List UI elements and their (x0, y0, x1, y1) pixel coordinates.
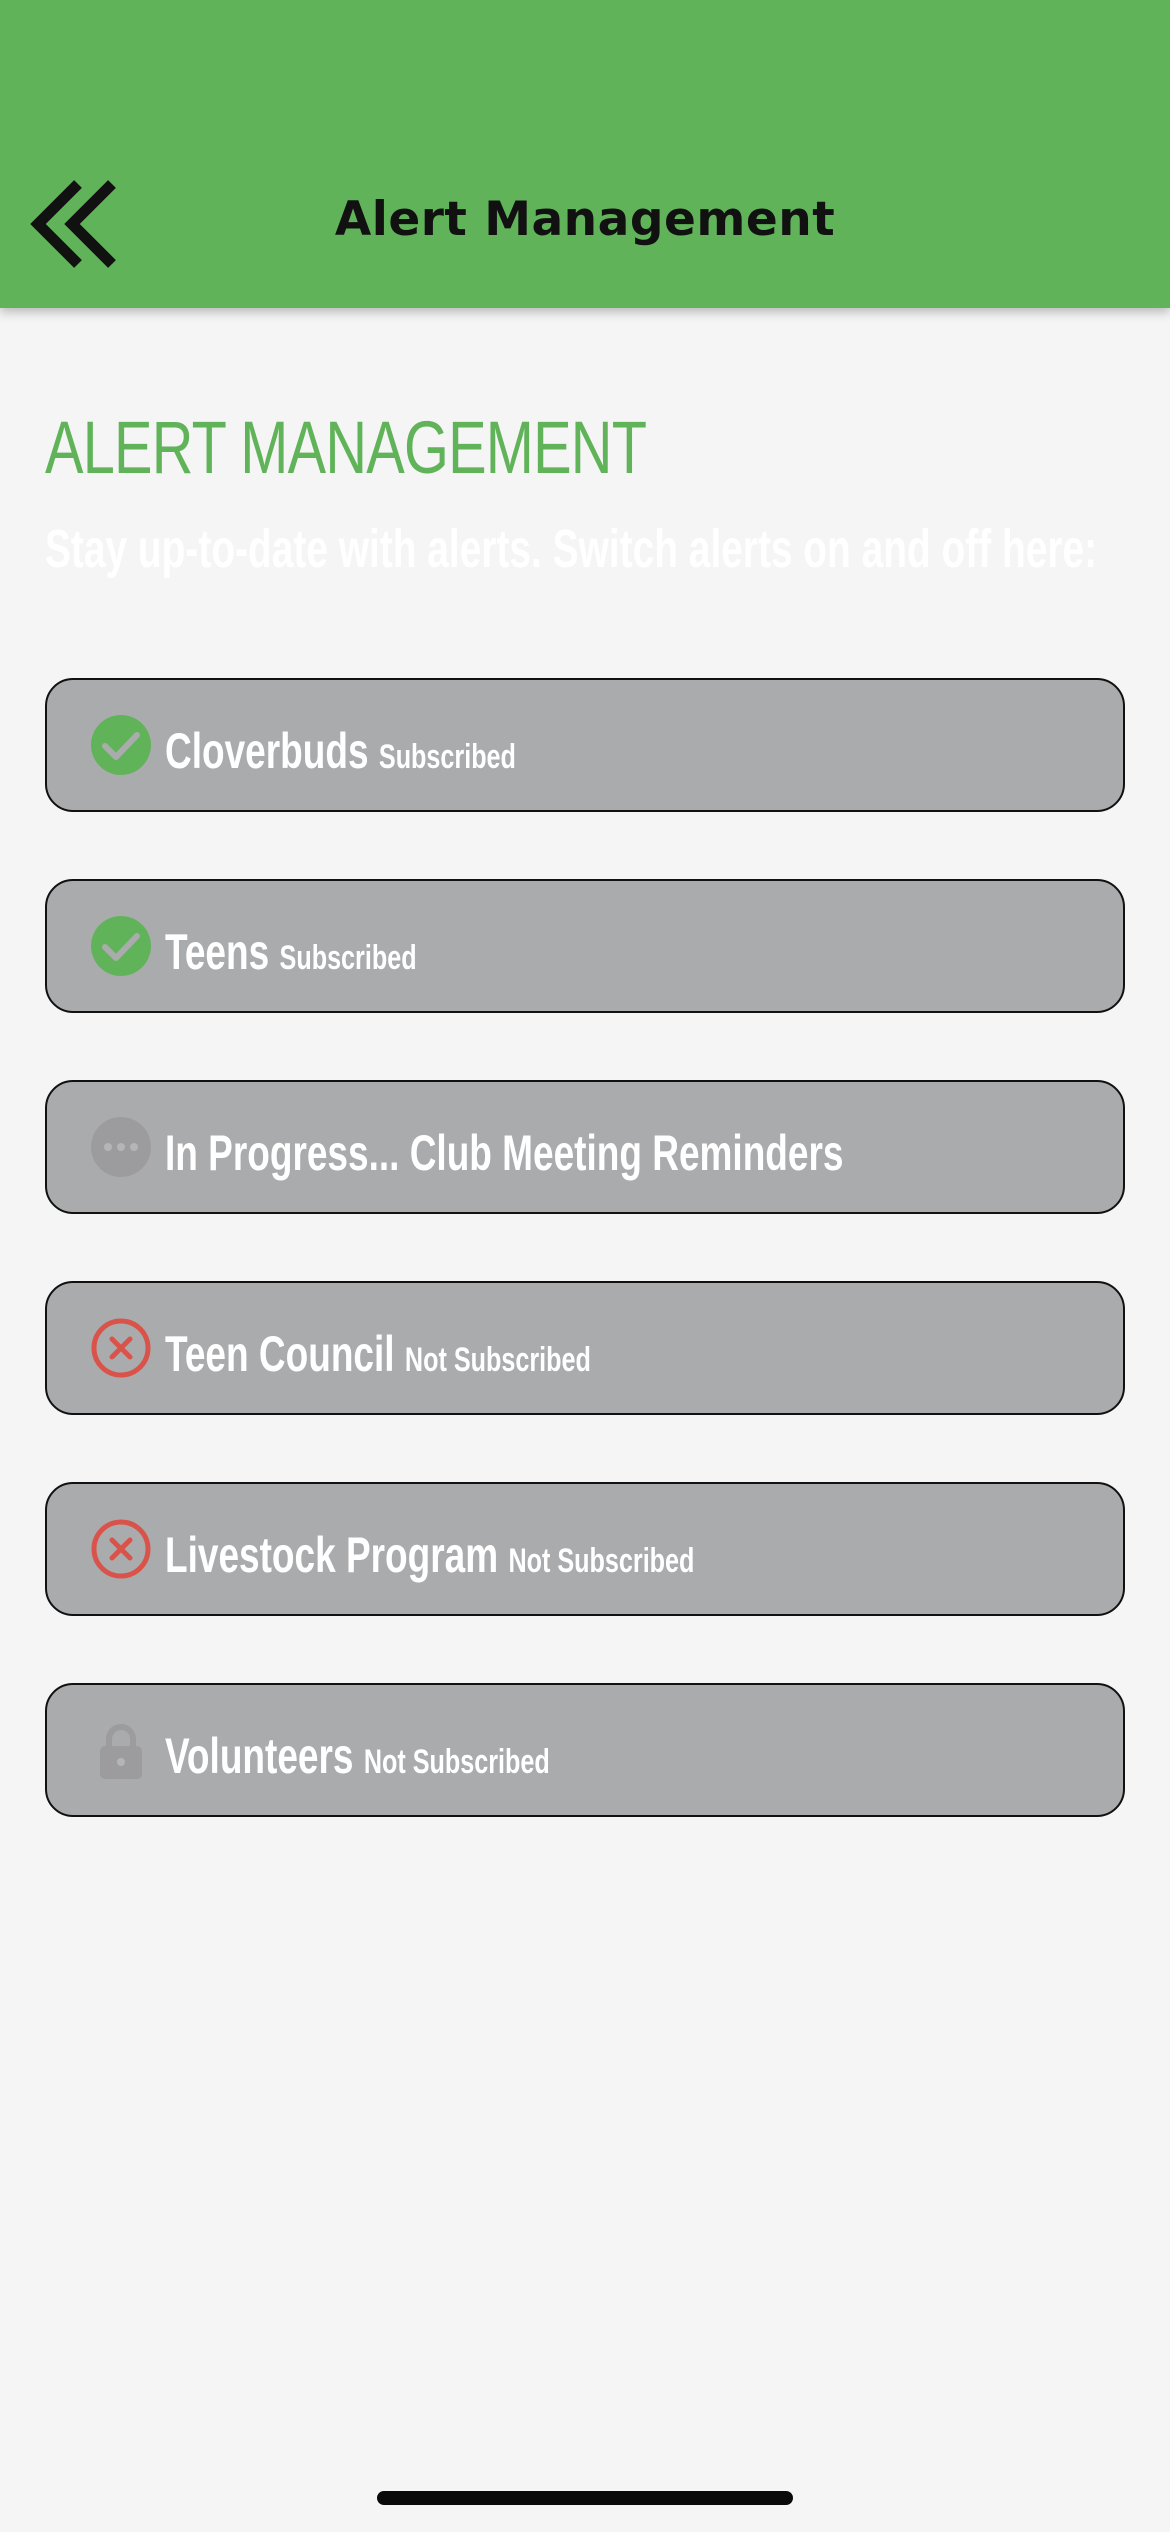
alert-name: Teens (165, 924, 270, 980)
alert-status: Not Subscribed (404, 1341, 591, 1379)
alert-item-livestock-program[interactable] (45, 1482, 1125, 1616)
alert-item-volunteers[interactable] (45, 1683, 1125, 1817)
alert-name: In Progress... Club Meeting Reminders (165, 1125, 844, 1181)
page-title: Alert Management (334, 192, 836, 247)
alert-name: Volunteers (165, 1728, 354, 1784)
alert-item-teens[interactable] (45, 879, 1125, 1013)
alert-status: Not Subscribed (508, 1542, 695, 1580)
more-circle-icon (90, 1116, 152, 1178)
alert-name: Teen Council (165, 1326, 395, 1382)
alert-status: Not Subscribed (363, 1743, 550, 1781)
home-indicator (377, 2491, 793, 2505)
app-header (0, 0, 1170, 308)
alert-item-club-meeting-reminders[interactable] (45, 1080, 1125, 1214)
alert-status: Subscribed (279, 939, 417, 977)
check-circle-icon (90, 714, 152, 776)
x-circle-icon (90, 1317, 152, 1379)
alert-status: Subscribed (378, 738, 516, 776)
alert-item-teen-council[interactable] (45, 1281, 1125, 1415)
lock-icon (90, 1719, 152, 1781)
section-title: ALERT MANAGEMENT (45, 406, 647, 489)
section-subtitle: Stay up-to-date with alerts. Switch alerts on and off here: (45, 519, 1098, 579)
alert-name: Cloverbuds (165, 723, 369, 779)
x-circle-icon (90, 1518, 152, 1580)
alert-name: Livestock Program (165, 1527, 499, 1583)
alert-item-cloverbuds[interactable] (45, 678, 1125, 812)
check-circle-icon (90, 915, 152, 977)
alert-list (45, 678, 1125, 1884)
